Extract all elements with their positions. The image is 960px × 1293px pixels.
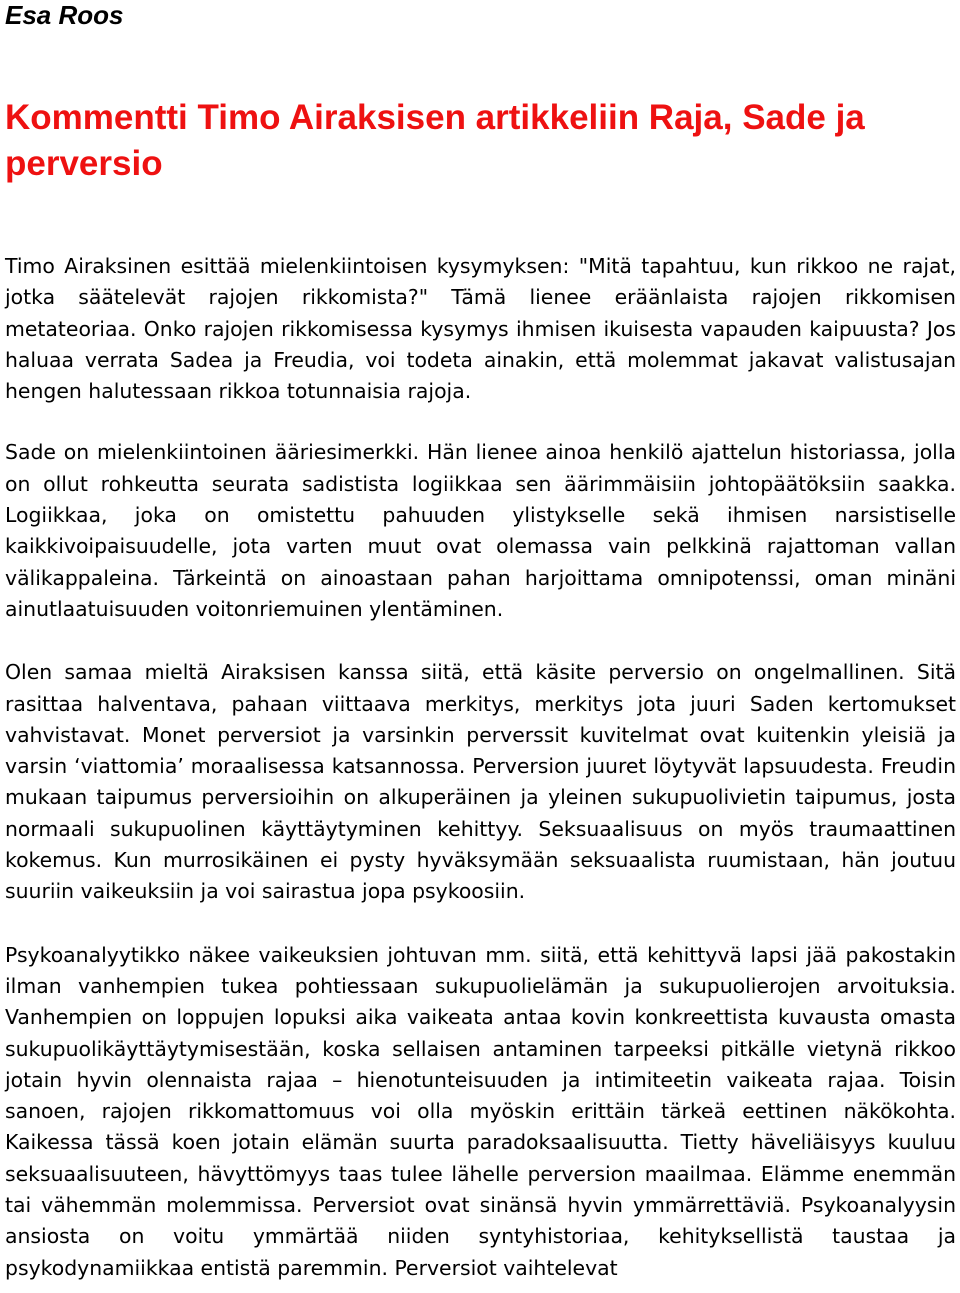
document-page	[5, 0, 956, 1284]
paragraph-2: Sade on mielenkiintoinen ääriesimerkki. Hän lienee ainoa henkilö ajattelun historiassa, jolla on ollut rohkeutta seurata sadistista logiikkaa sen äärimmäisiin johtopäätöksiin saakka. Logiikkaa, joka on omistettu pahuuden ylistykselle sekä ihmisen narsistiselle kaikkivoipaisuudelle, jota varten muut ovat olemassa vain pelkkinä rajattoman vallan välikappaleina. Tärkeintä on ainoastaan pahan harjoittama omnipotenssi, oman minäni ainutlaatuisuuden voitonriemuinen ylentäminen.	[5, 440, 956, 621]
paragraph-3: Olen samaa mieltä Airaksisen kanssa siitä, että käsite perversio on ongelmallinen. Sitä rasittaa halventava, pahaan viittaava merkitys, merkitys jota juuri Saden kertomukset vahvistavat. Monet perversiot ja varsinkin perverssit kuvitelmat ovat kuitenkin yleisiä ja varsin ‘viattomia’ moraalisessa katsannossa. Perversion juuret löytyvät lapsuudesta. Freudin mukaan taipumus perversioihin on alkuperäinen ja yleinen sukupuolivietin taipumus, josta normaali sukupuolinen käyttäytyminen kehittyy. Seksuaalisuus on myös traumaattinen kokemus. Kun murrosikäinen ei pysty hyväksymään seksuaalista ruumistaan, hän joutuu suuriin vaikeuksiin ja voi sairastua jopa psykoosiin.	[5, 660, 956, 904]
article-title: Kommentti Timo Airaksisen artikkeliin Raja, Sade ja perversio	[5, 98, 865, 183]
author-name: Esa Roos	[5, 0, 124, 30]
paragraph-4: Psykoanalyytikko näkee vaikeuksien johtuvan mm. siitä, että kehittyvä lapsi jää pakostakin ilman vanhempien tukea pohtiessaan sukupuolielämän ja sukupuolierojen arvoituksia. Vanhempien on loppujen lopuksi aika vaikeata antaa kovin konkreettista kuvausta omasta sukupuolikäyttäytymisestään, koska sellaisen antaminen tarpeeksi pitkälle vietynä rikkoo jotain hyvin olennaista rajaa – hienotunteisuuden ja intimiteetin vaikeata rajaa. Toisin sanoen, rajojen rikkomattomuus voi olla myöskin erittäin tärkeä eettinen näkökohta. Kaikessa tässä koen jotain elämän suurta paradoksaalisuutta. Tietty häveliäisyys kuuluu seksuaalisuuteen, hävyttömyys taas tulee lähelle perversion maailmaa. Elämme enemmän tai vähemmän molemmissa. Perversiot ovat sinänsä hyvin ymmärrettäviä. Psykoanalyysin ansiosta on voitu ymmärtää niiden syntyhistoriaa, kehityksellistä taustaa ja psykodynamiikkaa entistä paremmin. Perversiot vaihtelevat	[5, 942, 956, 1280]
paragraph-1: Timo Airaksinen esittää mielenkiintoisen kysymyksen: "Mitä tapahtuu, kun rikkoo ne rajat, jotka säätelevät rajojen rikkomista?" Tämä lienee eräänlaista rajojen rikkomisen metateoriaa. Onko rajojen rikkomisessa kysymys ihmisen ikuisesta vapauden kaipuusta? Jos haluaa verrata Sadea ja Freudia, voi todeta ainakin, että molemmat jakavat valistusajan hengen halutessaan rikkoa totunnaisia rajoja.	[5, 254, 956, 404]
